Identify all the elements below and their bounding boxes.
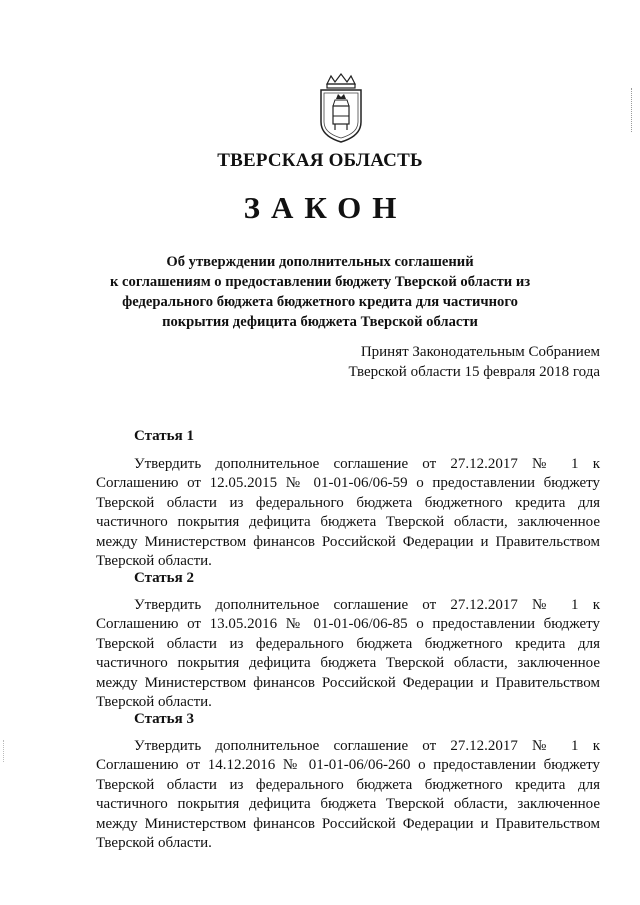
article-line: Тверской области. (96, 693, 212, 710)
article-line: Тверской области. (96, 552, 212, 569)
law-title (110, 252, 530, 332)
article-3-body (96, 737, 600, 853)
document-type: ЗАКОН (243, 190, 408, 225)
article-1-body (96, 455, 600, 571)
coat-of-arms-emblem (317, 72, 365, 144)
article-line: Тверской области из федерального бюджета бюджетного кредита для (96, 635, 600, 652)
article-line: частичного покрытия дефицита бюджета Тверской области, заключенное (96, 796, 600, 813)
article-line: Тверской области из федерального бюджета бюджетного кредита для (96, 494, 600, 511)
law-title-line: Об утверждении дополнительных соглашений (166, 254, 474, 270)
article-line: Соглашению от 14.12.2016 № 01-01-06/06-260 о предоставлении бюджету (96, 757, 600, 774)
scan-margin-mark (631, 88, 635, 132)
article-line: частичного покрытия дефицита бюджета Тверской области, заключенное (96, 514, 600, 531)
law-title-line: к соглашениям о предоставлении бюджету Тверской области из (110, 274, 531, 290)
article-2-body (96, 596, 600, 712)
article-line: Утвердить дополнительное соглашение от 27.12.2017 № 1 к (134, 738, 600, 754)
article-line: Тверской области. (96, 834, 212, 851)
article-1-heading: Статья 1 (134, 428, 194, 444)
adoption-line: Принят Законодательным Собранием (360, 344, 600, 360)
article-line: Тверской области из федерального бюджета бюджетного кредита для (96, 776, 600, 793)
article-line: между Министерством финансов Российской Федерации и Правительством (96, 674, 600, 691)
article-2-heading: Статья 2 (134, 570, 194, 586)
scan-margin-mark (3, 740, 6, 762)
article-line: частичного покрытия дефицита бюджета Тверской области, заключенное (96, 655, 600, 672)
law-title-line: покрытия дефицита бюджета Тверской области (162, 314, 478, 330)
article-line: Соглашению от 13.05.2016 № 01-01-06/06-85 о предоставлении бюджету (96, 616, 600, 633)
article-3-heading: Статья 3 (134, 711, 194, 727)
region-name: ТВЕРСКАЯ ОБЛАСТЬ (217, 150, 423, 171)
article-line: между Министерством финансов Российской Федерации и Правительством (96, 815, 600, 832)
law-title-line: федерального бюджета бюджетного кредита для частичного (122, 294, 518, 310)
article-line: Утвердить дополнительное соглашение от 27.12.2017 № 1 к (134, 456, 600, 472)
article-line: Утвердить дополнительное соглашение от 27.12.2017 № 1 к (134, 597, 600, 613)
article-line: между Министерством финансов Российской Федерации и Правительством (96, 533, 600, 550)
article-line: Соглашению от 12.05.2015 № 01-01-06/06-59 о предоставлении бюджету (96, 475, 600, 492)
adoption-note (349, 342, 600, 382)
adoption-line: Тверской области 15 февраля 2018 года (348, 364, 600, 380)
